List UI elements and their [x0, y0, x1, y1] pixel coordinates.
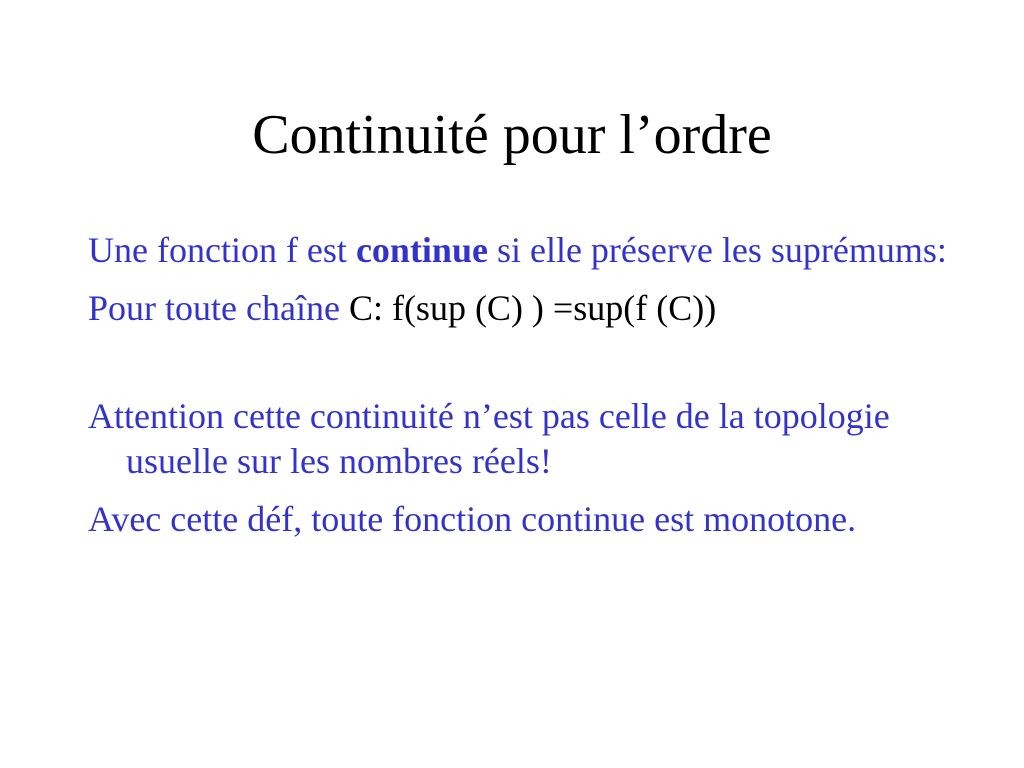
definition-keyword: continue — [355, 230, 488, 270]
paragraph-chain-formula — [88, 286, 958, 331]
slide-body — [88, 228, 958, 555]
definition-text-start: Une fonction f est — [88, 230, 356, 270]
paragraph-monotone-remark: Avec cette déf, toute fonction continue est monotone. — [88, 499, 857, 539]
sup-formula: C: f(sup (C) ) =sup(f (C)) — [348, 288, 717, 328]
paragraph-continuity-definition — [88, 228, 958, 273]
chain-text: Pour toute chaîne — [88, 288, 349, 328]
slide-title: Continuité pour l’ordre — [252, 104, 772, 166]
paragraph-topology-warning: Attention cette continuité n’est pas celle de la topologie usuelle sur les nombres réels! — [88, 396, 890, 481]
paragraph-spacer — [88, 344, 958, 394]
definition-text-end: si elle préserve les suprémums: — [487, 230, 947, 270]
